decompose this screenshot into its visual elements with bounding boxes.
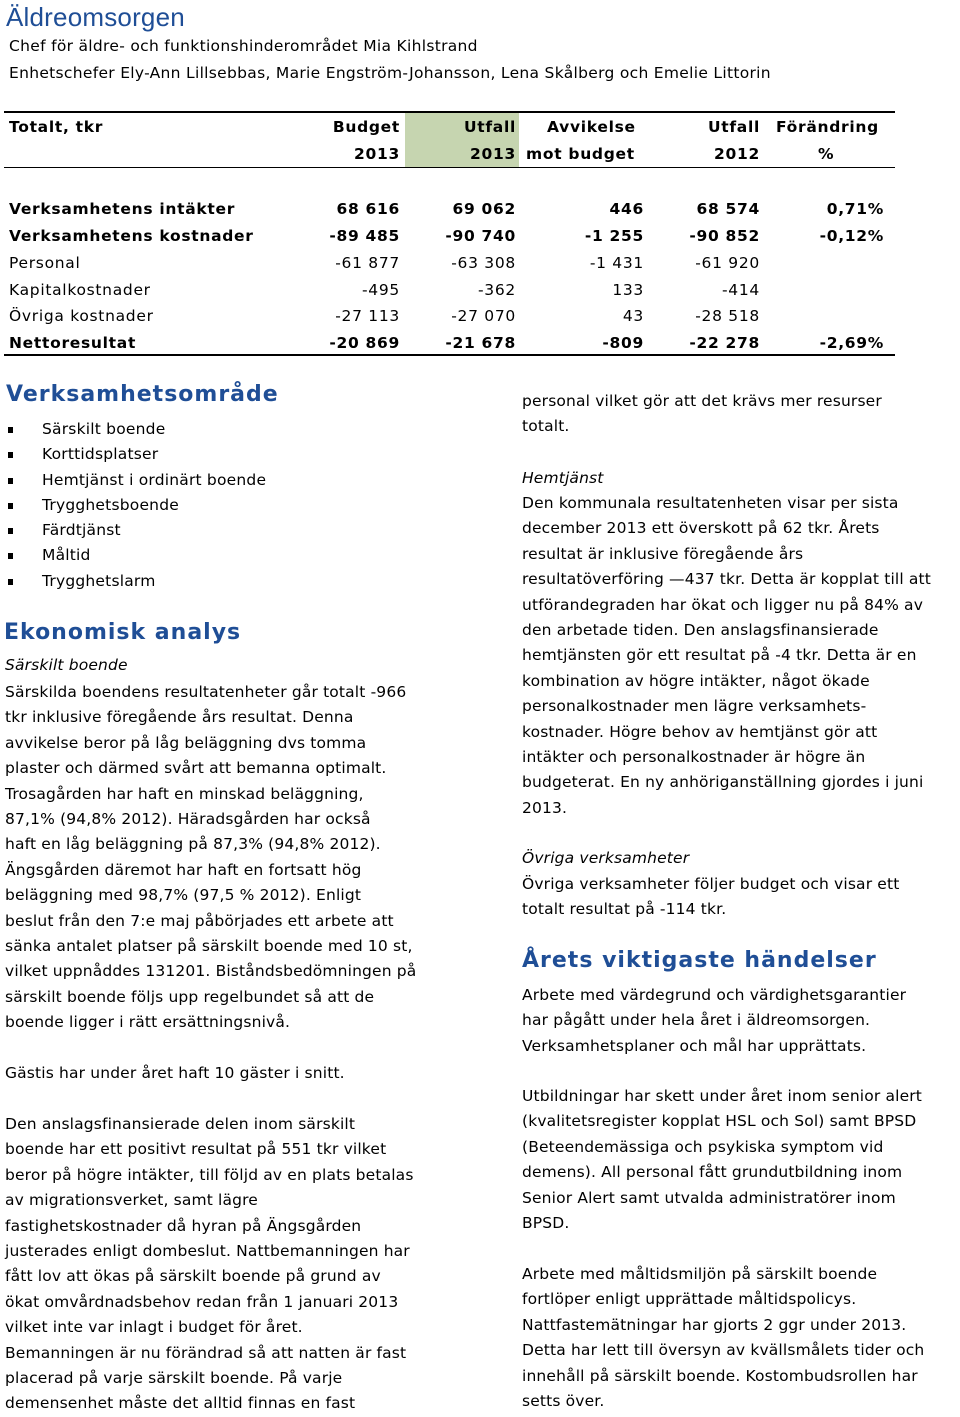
cell-utfall: -21 678 [445,334,516,352]
list-item: Korttidsplatser [4,442,266,467]
list-item: Hemtjänst i ordinärt boende [4,468,266,493]
row-label: Nettoresultat [9,334,137,352]
bullet-icon [8,427,13,433]
row-label: Verksamhetens intäkter [9,200,236,218]
header-utfall-2012-year: 2012 [714,145,760,163]
header-utfall: Utfall [463,118,516,136]
header-label: Totalt, tkr [9,118,104,136]
list-item: Trygghetsboende [4,493,266,518]
cell-avvikelse: -809 [602,334,644,352]
cell-budget: -27 113 [335,307,400,325]
bullet-icon [8,503,13,509]
cell-avvikelse: 43 [622,307,644,325]
paragraph-gastis: Gästis har under året haft 10 gäster i snitt. [5,1064,345,1082]
cell-forandring: -0,12% [819,227,884,245]
cell-utfall: -63 308 [451,254,516,272]
table-header-rule [4,167,895,168]
header-utfall-year: 2013 [470,145,516,163]
cell-utfall: 69 062 [452,200,516,218]
row-label: Övriga kostnader [9,307,154,325]
bullet-icon [8,553,13,559]
paragraph-utbildningar: Utbildningar har skett under året inom senior alert (kvalitetsregister kopplat HSL och Sol) samt BPSD (Beteendemässiga och psykiska symptom vid demens). All personal fått grundutbildning inom Senior Alert samt utvalda administratörer inom BPSD. [522,1087,923,1233]
cell-utfall-2012: -61 920 [695,254,760,272]
header-utfall-2012: Utfall [707,118,760,136]
header-budget-year: 2013 [354,145,400,163]
cell-budget: -20 869 [329,334,400,352]
cell-avvikelse: 446 [609,200,644,218]
paragraph-ovriga: Övriga verksamheter följer budget och visar ett totalt resultat på -114 tkr. [522,875,900,919]
bullet-icon [8,579,13,585]
cell-avvikelse: -1 255 [584,227,644,245]
verksamhetsomrade-heading: Verksamhetsområde [6,382,279,407]
sarskilt-boende-subheading: Särskilt boende [5,656,128,674]
cell-utfall-2012: -414 [722,281,760,299]
paragraph-continued: personal vilket gör att det krävs mer resurser totalt. [522,392,882,436]
row-label: Kapitalkostnader [9,281,151,299]
cell-utfall-2012: -28 518 [695,307,760,325]
cell-utfall: -362 [478,281,516,299]
cell-avvikelse: 133 [612,281,644,299]
list-item: Trygghetslarm [4,569,266,594]
cell-forandring: 0,71% [826,200,884,218]
header-avvikelse: Avvikelse [547,118,636,136]
bullet-icon [8,452,13,458]
header-forandring: Förändring [776,118,879,136]
unit-heads-line: Enhetschefer Ely-Ann Lillsebbas, Marie Engström-Johansson, Lena Skålberg och Emelie Littorin [9,64,771,82]
table-bottom-rule [4,354,895,356]
cell-budget: -61 877 [335,254,400,272]
paragraph-vardegrund: Arbete med värdegrund och värdighetsgarantier har pågått under hela året i äldreomsorgen. Verksamhetsplaner och mål har upprättats. [522,986,907,1055]
chief-line: Chef för äldre- och funktionshinderområdet Mia Kihlstrand [9,37,478,55]
cell-forandring: -2,69% [819,334,884,352]
list-item: Måltid [4,543,266,568]
row-label: Personal [9,254,81,272]
list-item: Särskilt boende [4,417,266,442]
header-budget: Budget [332,118,400,136]
cell-utfall-2012: -90 852 [689,227,760,245]
paragraph-anslagsfinansierade: Den anslagsfinansierade delen inom särskilt boende har ett positivt resultat på 551 tkr vilket beror på högre intäkter, till följd av en plats betalas av migrationsverket, samt lägre fastighetskostnader då hyran på Ängsgården justerades enligt dombeslut. Nattbemanningen har fått lov att ökas på särskilt boende på grund av ökat omvårdnadsbehov redan från 1 januari 2013 vilket inte var inlagt i budget för året. Bemanningen är nu förändrad så att natten är fast placerad på varje särskilt boende. På varje demensenhet måste det alltid finnas en fast [5,1115,414,1413]
verksamhet-list [4,417,266,594]
cell-budget: -89 485 [329,227,400,245]
list-item: Färdtjänst [4,518,266,543]
paragraph-sarskilt-boende: Särskilda boendens resultatenheter går totalt -966 tkr inklusive föregående års resultat. Denna avvikelse beror på låg beläggning dvs tomma plaster och därmed svårt att bemanna optimalt. Trosagården har haft en minskad beläggning, 87,1% (94,8% 2012). Häradsgården har också haft en låg beläggning på 87,3% (94,8% 2012). Ängsgården däremot har haft en fortsatt hög beläggning med 98,7% (97,5 % 2012). Enligt beslut från den 7:e maj påbörjades ett arbete att sänka antalet platser på särskilt boende med 10 st, vilket uppnåddes 131201. Biståndsbedömningen på särskilt boende följs upp regelbundet så att de boende ligger i rätt ersättningsnivå. [5,683,417,1032]
bullet-icon [8,528,13,534]
ovriga-verksamheter-subheading: Övriga verksamheter [522,849,690,867]
cell-budget: 68 616 [336,200,400,218]
cell-utfall-2012: -22 278 [689,334,760,352]
page-title: Äldreomsorgen [6,2,185,32]
hemtjanst-subheading: Hemtjänst [522,469,604,487]
paragraph-hemtjanst: Den kommunala resultatenheten visar per sista december 2013 ett överskott på 62 tkr. Årets resultat är inklusive föregående års resultatöverföring —437 tkr. Detta är kopplat till att utförandegraden har ökat och ligger nu på 84% av den arbetade tiden. Den anslagsfinansierade hemtjänsten gör ett resultat på -4 tkr. Detta är en kombination av högre intäkter, något ökade personalkostnader men lägre verksamhets- kostnader. Högre behov av hemtjänst gör att intäkter och personalkostnader är högre än budgeterat. En ny anhöriganställning gjordes i juni 2013. [522,494,931,817]
bullet-icon [8,478,13,484]
cell-budget: -495 [362,281,400,299]
cell-utfall: -90 740 [445,227,516,245]
header-avvikelse-sub: mot budget [526,145,635,163]
table-top-rule [4,111,895,113]
header-forandring-unit: % [818,145,835,163]
arets-handelser-heading: Årets viktigaste händelser [522,948,877,973]
paragraph-maltidsmiljo: Arbete med måltidsmiljön på särskilt boende fortlöper enligt upprättade måltidspolicys. Nattfastemätningar har gjorts 2 ggr under 2013. Detta har lett till översyn av kvällsmålets tider och innehåll på särskilt boende. Kostombudsrollen har setts över. [522,1265,925,1411]
cell-utfall-2012: 68 574 [696,200,760,218]
cell-avvikelse: -1 431 [589,254,644,272]
ekonomisk-analys-heading: Ekonomisk analys [4,620,242,645]
row-label: Verksamhetens kostnader [9,227,254,245]
cell-utfall: -27 070 [451,307,516,325]
